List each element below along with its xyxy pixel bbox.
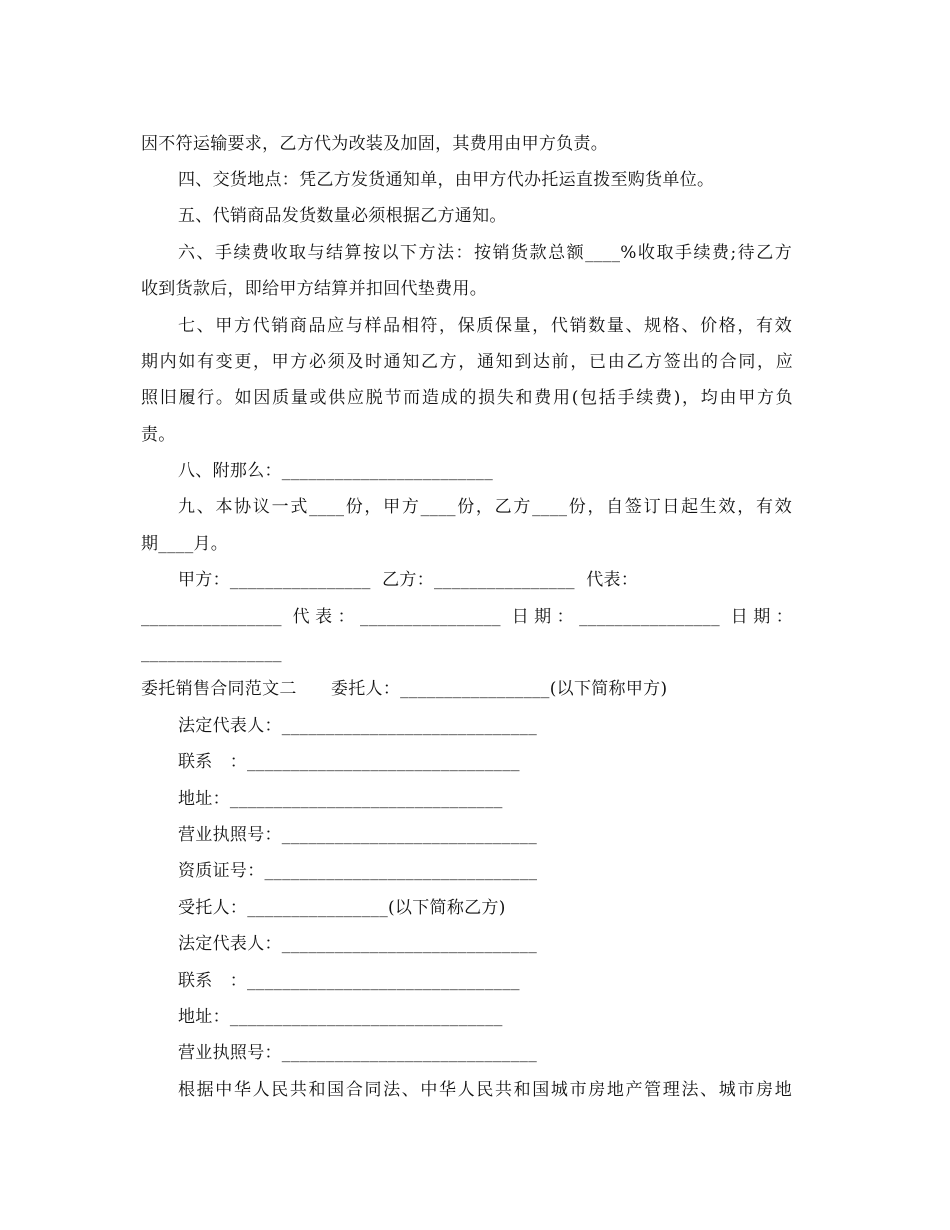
text-line: 责。: [141, 425, 176, 445]
form-field-line: 地址：_______________________________: [178, 1007, 503, 1027]
form-field-line: 联系 ：_______________________________: [178, 752, 520, 772]
form-field-line: 法定代表人：_____________________________: [178, 716, 537, 736]
text-line: 照旧履行。如因质量或供应脱节而造成的损失和费用(包括手续费)，均由甲方负: [141, 388, 793, 408]
text-line: 七、甲方代销商品应与样品相符，保质保量，代销数量、规格、价格，有效: [178, 316, 792, 336]
text-line: 六、手续费收取与结算按以下方法：按销货款总额____%收取手续费;待乙方: [178, 243, 792, 263]
text-line: 五、代销商品发货数量必须根据乙方通知。: [178, 206, 507, 226]
text-line: 期内如有变更，甲方必须及时通知乙方，通知到达前，已由乙方签出的合同，应: [141, 352, 793, 372]
form-field-line: 受托人：________________(以下简称乙方): [178, 898, 506, 918]
form-field-line: 联系 ：_______________________________: [178, 971, 520, 991]
form-field-line: 资质证号：_______________________________: [178, 861, 538, 881]
form-field-line: 营业执照号：_____________________________: [178, 1043, 537, 1063]
signature-line: ________________ 代表：________________ 日期：________________ 日期：: [141, 607, 793, 627]
text-line: 九、本协议一式____份，甲方____份，乙方____份，自签订日起生效，有效: [178, 497, 792, 517]
form-field-line: 地址：_______________________________: [178, 789, 503, 809]
signature-line: 甲方：________________ 乙方：________________ 代表：: [178, 570, 639, 590]
signature-line: ________________: [141, 643, 282, 663]
form-field-line: 营业执照号：_____________________________: [178, 825, 537, 845]
text-line: 四、交货地点：凭乙方发货通知单，由甲方代办托运直拨至购货单位。: [178, 170, 715, 190]
text-line: 八、附那么：________________________: [178, 461, 493, 481]
text-line: 期____月。: [141, 534, 229, 554]
text-line: 因不符运输要求，乙方代为改装及加固，其费用由甲方负责。: [141, 134, 609, 154]
section-title-line: 委托销售合同范文二 委托人：_________________(以下简称甲方): [141, 679, 668, 699]
text-line: 收到货款后，即给甲方结算并扣回代垫费用。: [141, 279, 487, 299]
text-line: 根据中华人民共和国合同法、中华人民共和国城市房地产管理法、城市房地: [178, 1080, 792, 1100]
form-field-line: 法定代表人：_____________________________: [178, 934, 537, 954]
